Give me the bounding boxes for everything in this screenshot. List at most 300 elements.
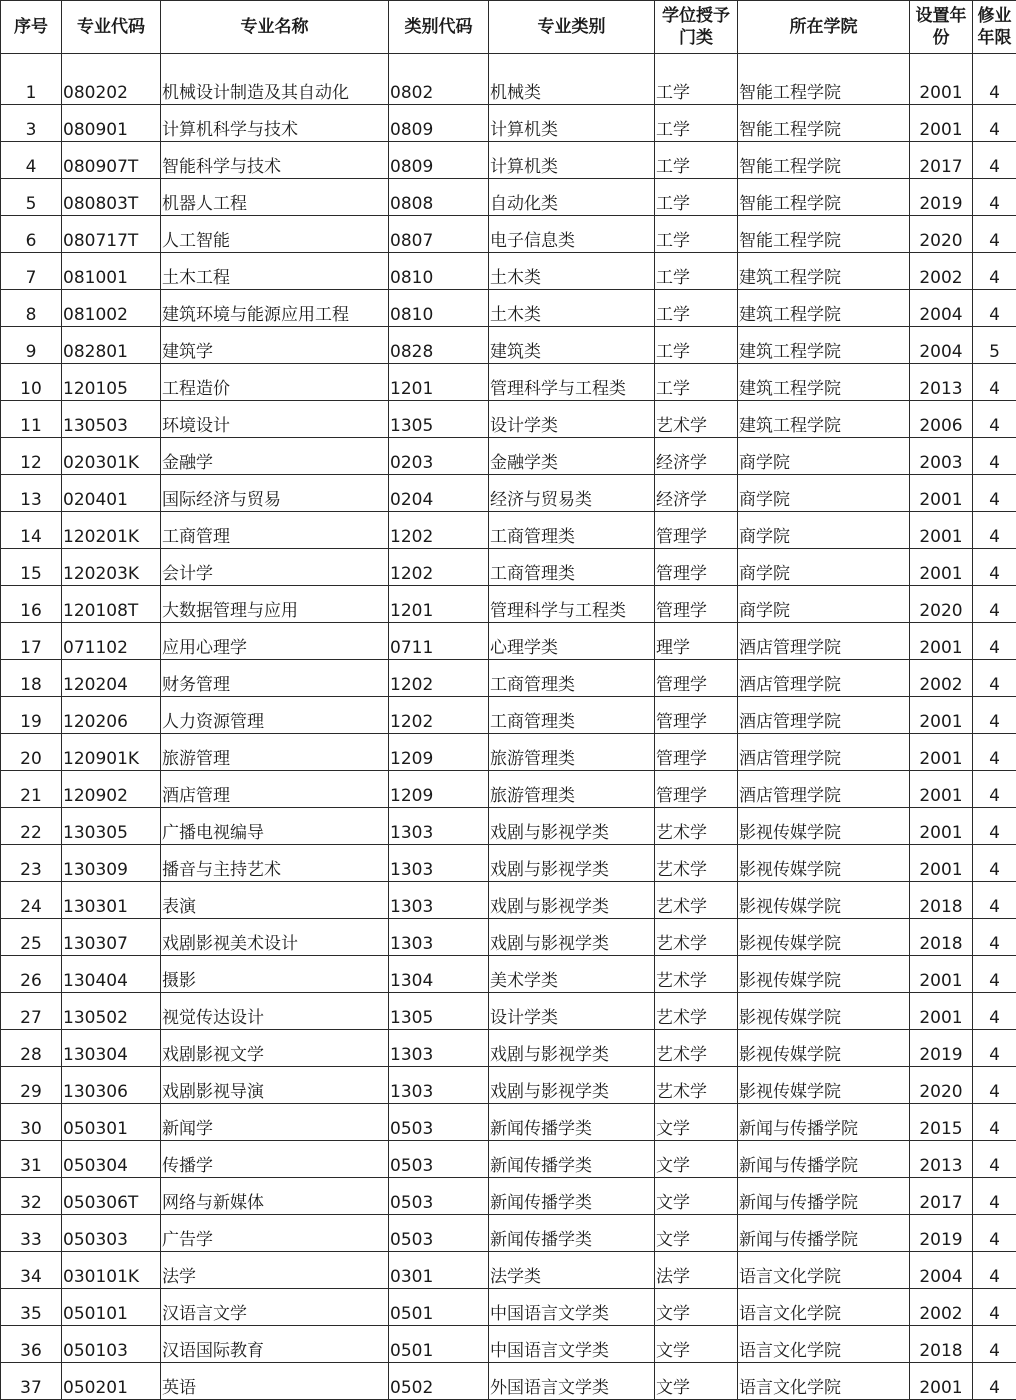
table-row: [1, 1030, 1016, 1067]
cell-duration: 4: [973, 401, 1016, 438]
cell-category-code: 0503: [389, 1141, 489, 1178]
cell-major-code: 130309: [62, 845, 161, 882]
cell-major-name: 汉语言文学: [161, 1289, 389, 1326]
cell-major-name: 计算机科学与技术: [161, 105, 389, 142]
cell-school: 影视传媒学院: [738, 808, 910, 845]
cell-school: 智能工程学院: [738, 179, 910, 216]
cell-major-code: 130307: [62, 919, 161, 956]
cell-degree-type: 工学: [655, 142, 738, 179]
table-row: [1, 1141, 1016, 1178]
header-duration: 修业年限: [973, 1, 1016, 54]
cell-degree-type: 艺术学: [655, 808, 738, 845]
table-row: [1, 734, 1016, 771]
cell-category-code: 1304: [389, 956, 489, 993]
cell-category-code: 0503: [389, 1215, 489, 1252]
cell-duration: 4: [973, 438, 1016, 475]
cell-year: 2019: [910, 1030, 973, 1067]
cell-year: 2013: [910, 364, 973, 401]
cell-category: 戏剧与影视学类: [489, 808, 655, 845]
cell-duration: 4: [973, 993, 1016, 1030]
cell-degree-type: 艺术学: [655, 401, 738, 438]
cell-major-name: 表演: [161, 882, 389, 919]
table-row: [1, 1215, 1016, 1252]
cell-school: 语言文化学院: [738, 1326, 910, 1363]
cell-year: 2001: [910, 68, 973, 105]
cell-category-code: 0204: [389, 475, 489, 512]
cell-major-name: 广播电视编导: [161, 808, 389, 845]
cell-school: 商学院: [738, 586, 910, 623]
cell-degree-type: 理学: [655, 623, 738, 660]
cell-category-code: 0828: [389, 327, 489, 364]
cell-school: 商学院: [738, 475, 910, 512]
cell-year: 2001: [910, 697, 973, 734]
cell-year: 2017: [910, 142, 973, 179]
cell-category-code: 1303: [389, 919, 489, 956]
cell-year: 2002: [910, 253, 973, 290]
table-row: [1, 1363, 1016, 1400]
cell-seq: 33: [1, 1215, 62, 1252]
cell-degree-type: 文学: [655, 1104, 738, 1141]
cell-school: 影视传媒学院: [738, 993, 910, 1030]
cell-year: 2018: [910, 882, 973, 919]
cell-category: 计算机类: [489, 142, 655, 179]
header-spacer-row: [1, 54, 1016, 68]
cell-major-code: 120902: [62, 771, 161, 808]
cell-duration: 4: [973, 105, 1016, 142]
cell-category-code: 0807: [389, 216, 489, 253]
cell-degree-type: 工学: [655, 290, 738, 327]
cell-category: 外国语言文学类: [489, 1363, 655, 1400]
cell-school: 商学院: [738, 512, 910, 549]
cell-school: 建筑工程学院: [738, 364, 910, 401]
table-row: [1, 475, 1016, 512]
cell-seq: 12: [1, 438, 62, 475]
table-row: [1, 401, 1016, 438]
cell-seq: 36: [1, 1326, 62, 1363]
cell-seq: 15: [1, 549, 62, 586]
cell-year: 2015: [910, 1104, 973, 1141]
cell-year: 2001: [910, 956, 973, 993]
cell-major-name: 会计学: [161, 549, 389, 586]
cell-school: 语言文化学院: [738, 1289, 910, 1326]
cell-category: 工商管理类: [489, 660, 655, 697]
cell-year: 2001: [910, 845, 973, 882]
cell-school: 建筑工程学院: [738, 327, 910, 364]
cell-year: 2002: [910, 660, 973, 697]
cell-school: 影视传媒学院: [738, 845, 910, 882]
spacer-cell: [973, 54, 1016, 68]
cell-major-name: 人工智能: [161, 216, 389, 253]
cell-year: 2001: [910, 993, 973, 1030]
cell-seq: 22: [1, 808, 62, 845]
cell-major-code: 130502: [62, 993, 161, 1030]
cell-major-code: 050304: [62, 1141, 161, 1178]
cell-school: 建筑工程学院: [738, 253, 910, 290]
cell-year: 2020: [910, 1067, 973, 1104]
cell-category: 戏剧与影视学类: [489, 919, 655, 956]
cell-degree-type: 工学: [655, 105, 738, 142]
cell-school: 新闻与传播学院: [738, 1141, 910, 1178]
cell-category-code: 0810: [389, 253, 489, 290]
cell-degree-type: 工学: [655, 364, 738, 401]
cell-category: 美术学类: [489, 956, 655, 993]
table-row: [1, 179, 1016, 216]
cell-major-name: 播音与主持艺术: [161, 845, 389, 882]
cell-category: 心理学类: [489, 623, 655, 660]
cell-seq: 20: [1, 734, 62, 771]
cell-category: 管理科学与工程类: [489, 364, 655, 401]
cell-category: 建筑类: [489, 327, 655, 364]
cell-degree-type: 艺术学: [655, 882, 738, 919]
cell-category-code: 1201: [389, 586, 489, 623]
cell-school: 影视传媒学院: [738, 1067, 910, 1104]
table-row: [1, 549, 1016, 586]
cell-year: 2004: [910, 290, 973, 327]
cell-major-name: 传播学: [161, 1141, 389, 1178]
cell-category: 旅游管理类: [489, 734, 655, 771]
cell-major-name: 工商管理: [161, 512, 389, 549]
table-row: [1, 290, 1016, 327]
cell-duration: 4: [973, 697, 1016, 734]
cell-school: 新闻与传播学院: [738, 1178, 910, 1215]
table-row: [1, 253, 1016, 290]
cell-year: 2001: [910, 105, 973, 142]
cell-category-code: 1202: [389, 549, 489, 586]
cell-degree-type: 工学: [655, 253, 738, 290]
cell-school: 商学院: [738, 438, 910, 475]
cell-year: 2001: [910, 771, 973, 808]
cell-category-code: 0501: [389, 1289, 489, 1326]
cell-category: 设计学类: [489, 993, 655, 1030]
cell-degree-type: 管理学: [655, 586, 738, 623]
cell-degree-type: 管理学: [655, 512, 738, 549]
cell-major-name: 财务管理: [161, 660, 389, 697]
table-row: [1, 216, 1016, 253]
cell-category: 戏剧与影视学类: [489, 845, 655, 882]
cell-year: 2013: [910, 1141, 973, 1178]
cell-category: 戏剧与影视学类: [489, 1030, 655, 1067]
cell-duration: 4: [973, 253, 1016, 290]
cell-category: 新闻传播学类: [489, 1141, 655, 1178]
cell-major-code: 050306T: [62, 1178, 161, 1215]
cell-duration: 4: [973, 771, 1016, 808]
cell-major-name: 旅游管理: [161, 734, 389, 771]
cell-duration: 4: [973, 68, 1016, 105]
spacer-cell: [489, 54, 655, 68]
cell-seq: 6: [1, 216, 62, 253]
table-row: [1, 1252, 1016, 1289]
cell-year: 2020: [910, 216, 973, 253]
cell-seq: 25: [1, 919, 62, 956]
cell-major-code: 120901K: [62, 734, 161, 771]
cell-duration: 4: [973, 808, 1016, 845]
cell-category-code: 1202: [389, 697, 489, 734]
cell-category-code: 1303: [389, 1030, 489, 1067]
cell-category: 中国语言文学类: [489, 1326, 655, 1363]
cell-duration: 4: [973, 549, 1016, 586]
cell-year: 2017: [910, 1178, 973, 1215]
cell-degree-type: 文学: [655, 1326, 738, 1363]
cell-school: 酒店管理学院: [738, 623, 910, 660]
cell-category-code: 0503: [389, 1178, 489, 1215]
cell-major-name: 人力资源管理: [161, 697, 389, 734]
cell-seq: 3: [1, 105, 62, 142]
cell-degree-type: 艺术学: [655, 1030, 738, 1067]
cell-major-code: 030101K: [62, 1252, 161, 1289]
table-row: [1, 808, 1016, 845]
cell-year: 2018: [910, 1326, 973, 1363]
cell-year: 2018: [910, 919, 973, 956]
cell-seq: 8: [1, 290, 62, 327]
cell-seq: 11: [1, 401, 62, 438]
cell-category-code: 0809: [389, 142, 489, 179]
cell-year: 2004: [910, 327, 973, 364]
cell-category: 经济与贸易类: [489, 475, 655, 512]
cell-category: 旅游管理类: [489, 771, 655, 808]
cell-school: 建筑工程学院: [738, 401, 910, 438]
cell-seq: 10: [1, 364, 62, 401]
cell-duration: 4: [973, 1104, 1016, 1141]
cell-major-code: 050101: [62, 1289, 161, 1326]
cell-degree-type: 管理学: [655, 734, 738, 771]
cell-major-code: 120201K: [62, 512, 161, 549]
cell-category-code: 1201: [389, 364, 489, 401]
cell-major-code: 120108T: [62, 586, 161, 623]
spacer-cell: [161, 54, 389, 68]
cell-category: 工商管理类: [489, 512, 655, 549]
cell-major-name: 戏剧影视文学: [161, 1030, 389, 1067]
table-row: [1, 697, 1016, 734]
table-row: [1, 623, 1016, 660]
cell-year: 2004: [910, 1252, 973, 1289]
cell-school: 语言文化学院: [738, 1363, 910, 1400]
cell-degree-type: 管理学: [655, 660, 738, 697]
cell-duration: 4: [973, 179, 1016, 216]
cell-school: 建筑工程学院: [738, 290, 910, 327]
cell-category: 机械类: [489, 68, 655, 105]
cell-major-code: 120204: [62, 660, 161, 697]
spacer-cell: [738, 54, 910, 68]
cell-category: 设计学类: [489, 401, 655, 438]
cell-degree-type: 经济学: [655, 438, 738, 475]
cell-category-code: 0808: [389, 179, 489, 216]
cell-major-code: 080907T: [62, 142, 161, 179]
cell-seq: 1: [1, 68, 62, 105]
cell-seq: 27: [1, 993, 62, 1030]
cell-major-code: 120206: [62, 697, 161, 734]
header-degree-type: 学位授予门类: [655, 1, 738, 54]
cell-category-code: 0810: [389, 290, 489, 327]
cell-major-name: 摄影: [161, 956, 389, 993]
cell-major-name: 智能科学与技术: [161, 142, 389, 179]
cell-degree-type: 艺术学: [655, 919, 738, 956]
table-row: [1, 1104, 1016, 1141]
cell-school: 新闻与传播学院: [738, 1215, 910, 1252]
cell-seq: 37: [1, 1363, 62, 1400]
cell-major-code: 050201: [62, 1363, 161, 1400]
cell-category: 新闻传播学类: [489, 1104, 655, 1141]
cell-seq: 24: [1, 882, 62, 919]
spacer-cell: [910, 54, 973, 68]
cell-degree-type: 管理学: [655, 771, 738, 808]
cell-major-name: 戏剧影视导演: [161, 1067, 389, 1104]
cell-school: 新闻与传播学院: [738, 1104, 910, 1141]
cell-duration: 4: [973, 364, 1016, 401]
spacer-cell: [62, 54, 161, 68]
cell-major-code: 120105: [62, 364, 161, 401]
table-row: [1, 956, 1016, 993]
table-row: [1, 68, 1016, 105]
cell-major-code: 020401: [62, 475, 161, 512]
cell-category-code: 0809: [389, 105, 489, 142]
cell-duration: 4: [973, 586, 1016, 623]
cell-degree-type: 艺术学: [655, 956, 738, 993]
cell-seq: 34: [1, 1252, 62, 1289]
cell-year: 2002: [910, 1289, 973, 1326]
cell-seq: 23: [1, 845, 62, 882]
cell-year: 2019: [910, 179, 973, 216]
cell-major-name: 土木工程: [161, 253, 389, 290]
cell-degree-type: 工学: [655, 179, 738, 216]
table-row: [1, 845, 1016, 882]
cell-duration: 4: [973, 1363, 1016, 1400]
cell-category-code: 0301: [389, 1252, 489, 1289]
cell-year: 2001: [910, 734, 973, 771]
cell-seq: 7: [1, 253, 62, 290]
cell-major-code: 020301K: [62, 438, 161, 475]
cell-major-name: 酒店管理: [161, 771, 389, 808]
header-year: 设置年份: [910, 1, 973, 54]
cell-year: 2006: [910, 401, 973, 438]
cell-major-name: 金融学: [161, 438, 389, 475]
cell-seq: 14: [1, 512, 62, 549]
cell-major-code: 130404: [62, 956, 161, 993]
cell-category-code: 0802: [389, 68, 489, 105]
cell-major-name: 广告学: [161, 1215, 389, 1252]
cell-duration: 4: [973, 1252, 1016, 1289]
cell-category-code: 1209: [389, 734, 489, 771]
table-row: [1, 438, 1016, 475]
cell-duration: 5: [973, 327, 1016, 364]
header-major-code: 专业代码: [62, 1, 161, 54]
cell-duration: 4: [973, 512, 1016, 549]
cell-degree-type: 工学: [655, 216, 738, 253]
cell-duration: 4: [973, 919, 1016, 956]
table-row: [1, 327, 1016, 364]
cell-degree-type: 艺术学: [655, 993, 738, 1030]
cell-category: 土木类: [489, 290, 655, 327]
table-row: [1, 105, 1016, 142]
header-category: 专业类别: [489, 1, 655, 54]
cell-category: 戏剧与影视学类: [489, 882, 655, 919]
cell-category: 新闻传播学类: [489, 1178, 655, 1215]
table-row: [1, 660, 1016, 697]
spacer-cell: [655, 54, 738, 68]
header-major-name: 专业名称: [161, 1, 389, 54]
cell-major-name: 视觉传达设计: [161, 993, 389, 1030]
cell-school: 商学院: [738, 549, 910, 586]
header-seq: 序号: [1, 1, 62, 54]
cell-degree-type: 文学: [655, 1215, 738, 1252]
table-row: [1, 142, 1016, 179]
cell-major-code: 082801: [62, 327, 161, 364]
cell-major-code: 120203K: [62, 549, 161, 586]
cell-major-code: 050301: [62, 1104, 161, 1141]
table-row: [1, 586, 1016, 623]
cell-major-name: 新闻学: [161, 1104, 389, 1141]
cell-degree-type: 文学: [655, 1178, 738, 1215]
cell-school: 语言文化学院: [738, 1252, 910, 1289]
cell-degree-type: 艺术学: [655, 1067, 738, 1104]
cell-seq: 28: [1, 1030, 62, 1067]
cell-year: 2001: [910, 512, 973, 549]
cell-year: 2001: [910, 808, 973, 845]
cell-major-code: 130304: [62, 1030, 161, 1067]
cell-degree-type: 法学: [655, 1252, 738, 1289]
cell-category: 金融学类: [489, 438, 655, 475]
cell-major-code: 130306: [62, 1067, 161, 1104]
cell-major-name: 网络与新媒体: [161, 1178, 389, 1215]
cell-year: 2003: [910, 438, 973, 475]
cell-major-name: 大数据管理与应用: [161, 586, 389, 623]
cell-category: 自动化类: [489, 179, 655, 216]
table-row: [1, 882, 1016, 919]
cell-major-name: 应用心理学: [161, 623, 389, 660]
cell-major-name: 建筑学: [161, 327, 389, 364]
table-row: [1, 1067, 1016, 1104]
cell-duration: 4: [973, 845, 1016, 882]
header-category-code: 类别代码: [389, 1, 489, 54]
header-school: 所在学院: [738, 1, 910, 54]
cell-degree-type: 文学: [655, 1363, 738, 1400]
cell-major-code: 080803T: [62, 179, 161, 216]
cell-degree-type: 管理学: [655, 697, 738, 734]
cell-seq: 13: [1, 475, 62, 512]
cell-major-name: 环境设计: [161, 401, 389, 438]
cell-major-name: 国际经济与贸易: [161, 475, 389, 512]
cell-category-code: 1305: [389, 401, 489, 438]
cell-duration: 4: [973, 1326, 1016, 1363]
cell-major-name: 英语: [161, 1363, 389, 1400]
cell-category: 中国语言文学类: [489, 1289, 655, 1326]
table-row: [1, 919, 1016, 956]
cell-category: 工商管理类: [489, 697, 655, 734]
cell-duration: 4: [973, 290, 1016, 327]
cell-school: 影视传媒学院: [738, 1030, 910, 1067]
cell-major-name: 汉语国际教育: [161, 1326, 389, 1363]
cell-degree-type: 艺术学: [655, 845, 738, 882]
cell-school: 影视传媒学院: [738, 919, 910, 956]
cell-major-code: 130305: [62, 808, 161, 845]
cell-category-code: 0711: [389, 623, 489, 660]
cell-seq: 31: [1, 1141, 62, 1178]
cell-duration: 4: [973, 475, 1016, 512]
cell-seq: 9: [1, 327, 62, 364]
cell-degree-type: 文学: [655, 1289, 738, 1326]
spacer-cell: [1, 54, 62, 68]
cell-major-code: 080901: [62, 105, 161, 142]
cell-degree-type: 管理学: [655, 549, 738, 586]
cell-school: 智能工程学院: [738, 105, 910, 142]
table-row: [1, 512, 1016, 549]
cell-category-code: 1303: [389, 1067, 489, 1104]
cell-category: 法学类: [489, 1252, 655, 1289]
cell-degree-type: 工学: [655, 68, 738, 105]
cell-major-code: 081001: [62, 253, 161, 290]
cell-major-code: 130301: [62, 882, 161, 919]
cell-duration: 4: [973, 660, 1016, 697]
cell-duration: 4: [973, 1030, 1016, 1067]
